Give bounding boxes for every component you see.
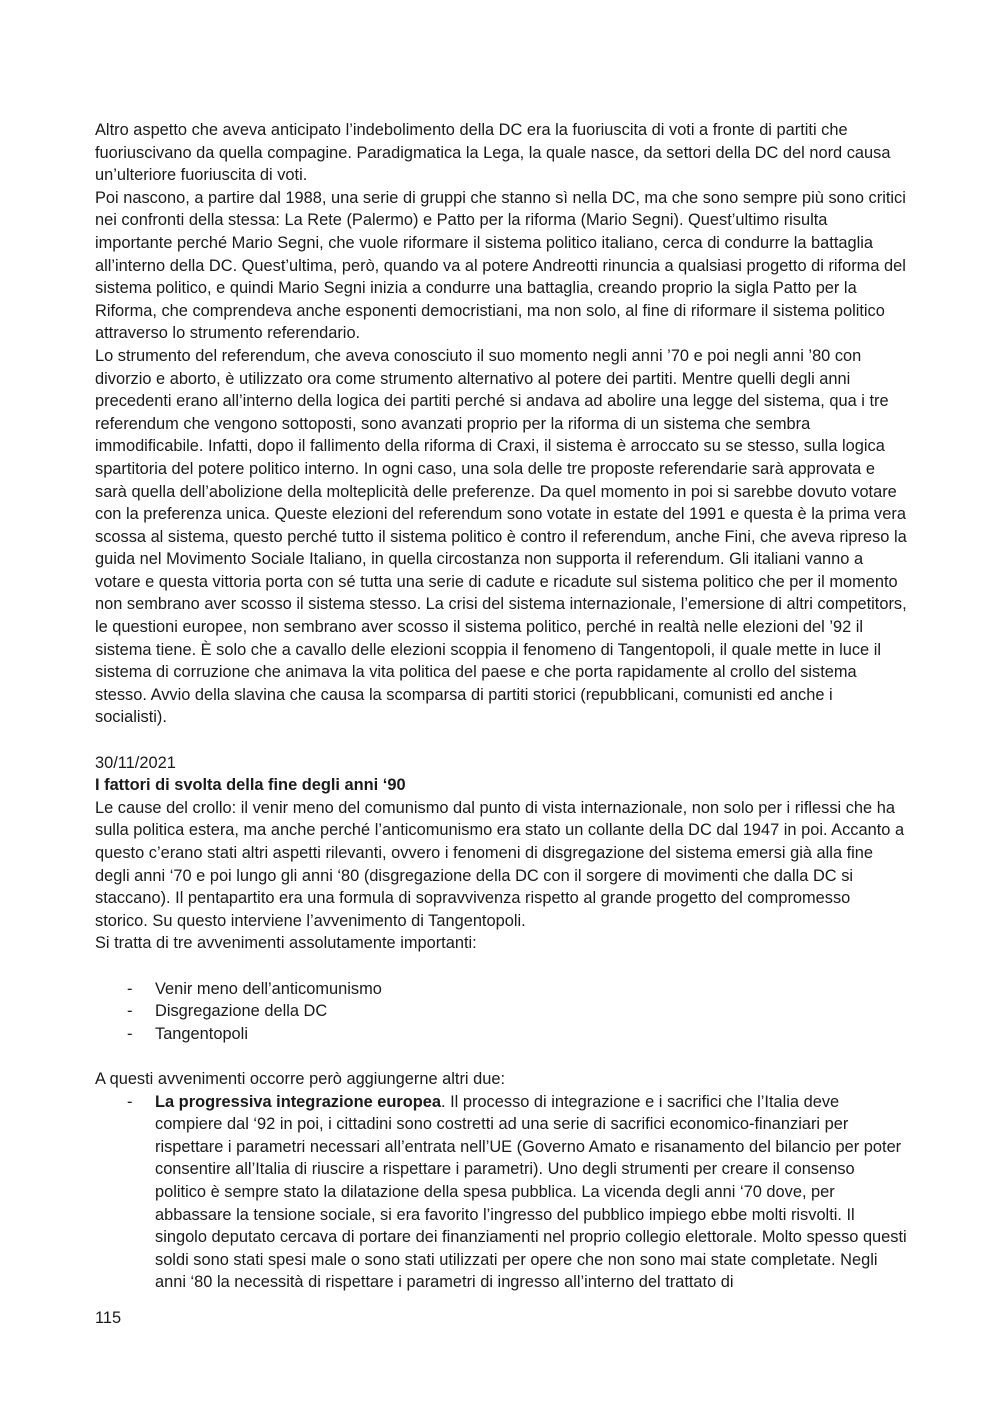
paragraph-referendum: Lo strumento del referendum, che aveva conosciuto il suo momento negli anni ’70 e poi negli anni ’80 con divorzio e aborto, è utilizzato ora come strumento alternativo al potere dei partiti. Mentre quelli degli anni precedenti erano all’interno della logica dei partiti perché si andava ad abolire una legge del sistema, qua i tre referendum che vengono sottoposti, sono avanzati proprio per la riforma di un sistema che sembra immodificabile. Infatti, dopo il fallimento della riforma di Craxi, il sistema è arroccato su se stesso, sulla logica spartitoria del potere politico interno. In ogni caso, una sola delle tre proposte referendarie sarà approvata e sarà quella dell’abolizione della molteplicità delle preferenze. Da quel momento in poi si sarebbe dovuto votare con la preferenza unica. Queste elezioni del referendum sono votate in estate del 1991 e questa è la prima vera scossa al sistema, questo perché tutto il sistema politico è contro il referendum, anche Fini, che aveva ripreso la guida nel Movimento Sociale Italiano, in quella circostanza non supporta il referendum. Gli italiani vanno a votare e questa vittoria porta con sé tutta una serie di cadute e ricadute sul sistema politico che per il momento non sembrano aver scosso il sistema stesso. La crisi del sistema internazionale, l’emersione di altri competitors, le questioni europee, non sembrano aver scosso il sistema politico, perché in realtà nelle elezioni del ’92 il sistema tiene. È solo che a cavallo delle elezioni scoppia il fenomeno di Tangentopoli, il quale mette in luce il sistema di corruzione che animava la vita politica del paese e che porta rapidamente al crollo del sistema stesso. Avvio della slavina che causa la scomparsa di partiti storici (repubblicani, comunisti ed anche i socialisti). <box>95 346 907 727</box>
paragraph-dc-weakening: Altro aspetto che aveva anticipato l’indebolimento della DC era la fuoriuscita di voti a fronte di partiti che fuoriuscivano da quella compagine. Paradigmatica la Lega, la quale nasce, da settori della DC del nord causa un’ulteriore fuoriuscita di voti. <box>95 121 891 185</box>
paragraph-patto-riforma: Poi nascono, a partire dal 1988, una serie di gruppi che stanno sì nella DC, ma che sono sempre più sono critici nei confronti della stessa: La Rete (Palermo) e Patto per la riforma (Mario Segni). Quest’ultimo risulta importante perché Mario Segni, che vuole riformare il sistema politico italiano, cerca di condurre la battaglia all’interno della DC. Quest’ultima, però, quando va al potere Andreotti rinuncia a qualsiasi progetto di riforma del sistema politico, e quindi Mario Segni inizia a condurre una battaglia, creando proprio la sigla Patto per la Riforma, che comprendeva anche esponenti democristiani, ma non solo, al fine di riformare il sistema politico attraverso lo strumento referendario. <box>95 188 906 343</box>
page-content <box>95 119 907 1294</box>
section-heading: I fattori di svolta della fine degli anni ‘90 <box>95 776 406 795</box>
blank-line <box>95 729 907 752</box>
paragraph-two-more: A questi avvenimenti occorre però aggiungerne altri due: <box>95 1069 506 1088</box>
page-number: 115 <box>95 1309 122 1327</box>
lecture-date: 30/11/2021 <box>95 753 176 772</box>
list-item-title: La progressiva integrazione europea <box>155 1092 442 1111</box>
events-list <box>95 978 907 1046</box>
list-item: - Tangentopoli <box>95 1023 907 1046</box>
blank-line <box>95 955 907 978</box>
additional-events-list <box>95 1091 907 1294</box>
paragraph-causes: Le cause del crollo: il venir meno del comunismo dal punto di vista internazionale, non solo per i riflessi che ha sulla politica estera, ma anche perché l’anticomunismo era stato un collante della DC dal 1947 in poi. Accanto a questo c’erano stati altri aspetti rilevanti, ovvero i fenomeni di disgregazione del sistema emersi già alla fine degli anni ‘70 e poi lungo gli anni ‘80 (disgregazione della DC con il sorgere di movimenti che dalla DC si staccano). Il pentapartito era una formula di sopravvivenza rispetto al grande progetto del compromesso storico. Su questo interviene l’avvenimento di Tangentopoli. <box>95 798 905 930</box>
paragraph-three-events: Si tratta di tre avvenimenti assolutamente importanti: <box>95 934 477 953</box>
list-item: - Venir meno dell’anticomunismo <box>95 978 907 1001</box>
list-item-text: . Il processo di integrazione e i sacrifici che l’Italia deve compiere dal ‘92 in poi, i cittadini sono costretti ad una serie di sacrifici economico-finanziari per rispettare i parametri necessari all’entrata nell’UE (Governo Amato e risanamento del bilancio per poter consentire all’Italia di riuscire a rispettare i parametri). Uno degli strumenti per creare il consenso politico è sempre stato la dilatazione della spesa pubblica. La vicenda degli anni ‘70 dove, per abbassare la tensione sociale, si era favorito l’ingresso del pubblico impiego ebbe molti risvolti. Il singolo deputato cercava di portare dei finanziamenti nel proprio collegio elettorale. Molto spesso questi soldi sono stati spesi male o sono stati utilizzati per opere che non sono mai state completate. Negli anni ‘80 la necessità di rispettare i parametri di ingresso all’interno del trattato di <box>155 1092 907 1292</box>
list-item: - Disgregazione della DC <box>95 1000 907 1023</box>
blank-line <box>95 1045 907 1068</box>
list-item-european-integration <box>95 1091 907 1294</box>
